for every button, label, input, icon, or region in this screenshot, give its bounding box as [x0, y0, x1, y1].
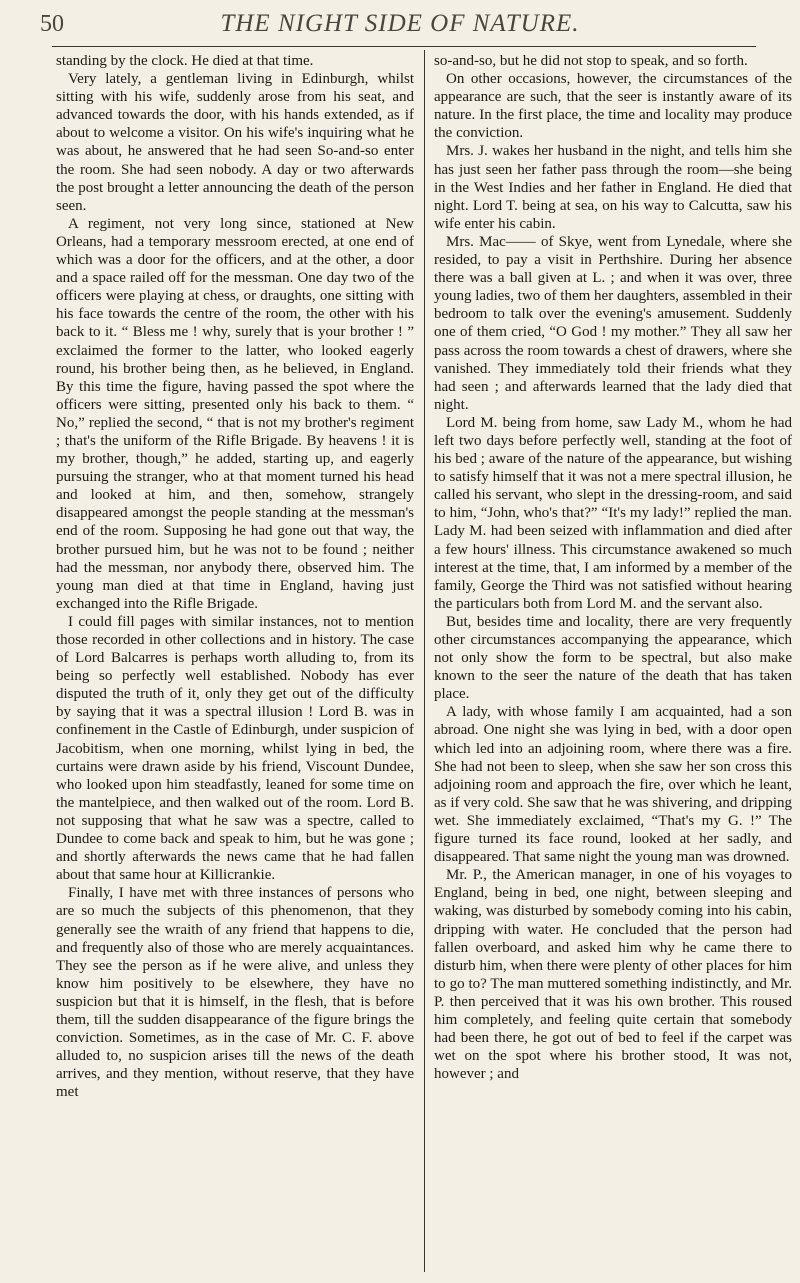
paragraph: On other occasions, however, the circumstances of the appearance are such, that the seer is instantly aware of its nature. In the first place, the time and locality may produce the conviction. [434, 71, 792, 142]
paragraph: Mrs. J. wakes her husband in the night, and tells him she has just seen her father pass through the room—she being in the West Indies and her father in England. He died that night. Lord T. being at sea, on his way to Calcutta, saw his wife enter his cabin. [434, 143, 792, 232]
paragraph: Mrs. Mac—— of Skye, went from Lynedale, where she resided, to pay a visit in Perthshire. During her absence there was a ball given at L. ; and when it was over, three young ladies, two of them her daughters, assembled in their bedroom to talk over the evening's amusement. Suddenly one of them cried, “O God ! my mother.” They all saw her pass across the room towards a chest of drawers, where she vanished. They immediately told their friends what they had seen ; and afterwards learned that the lady died that night. [434, 233, 792, 413]
paragraph: so-and-so, but he did not stop to speak, and so forth. [434, 53, 748, 69]
right-column [434, 52, 792, 1277]
paragraph: Very lately, a gentleman living in Edinburgh, whilst sitting with his wife, suddenly arose from his seat, and advanced towards the door, with his hands extended, as if about to welcome a visitor. On his wife's inquiring what he was about, he answered that he had seen So-and-so enter the room. She had seen nobody. A day or two afterwards the post brought a letter announcing the death of the person seen. [56, 71, 414, 214]
running-title: THE NIGHT SIDE OF NATURE. [220, 10, 580, 37]
column-divider [424, 50, 425, 1272]
page-header [40, 4, 760, 44]
paragraph: A lady, with whose family I am acquainted, had a son abroad. One night she was lying in bed, with a door open which led into an adjoining room, where there was a fire. She had not been to sleep, when she saw her son cross this adjoining room and approach the fire, over which he leant, as if very cold. She saw that he was shivering, and dripping wet. She immediately exclaimed, “That's my G. !” The figure turned its face round, looked at her sadly, and disappeared. That same night the young man was drowned. [434, 704, 792, 866]
paragraph: Lord M. being from home, saw Lady M., whom he had left two days before perfectly well, standing at the foot of his bed ; aware of the nature of the appearance, but wishing to satisfy himself that it was not a mere spectral illusion, he called his servant, who slept in the dressing-room, and said to him, “John, who's that?” “It's my lady!” replied the man. Lady M. had been seized with inflammation and died after a few hours' illness. This circumstance awakened so much interest at the time, that, I am informed by a member of the family, George the Third was not satisfied without hearing the particulars both from Lord M. and the servant also. [434, 414, 792, 612]
header-rule [52, 46, 756, 47]
paragraph: standing by the clock. He died at that time. [56, 53, 314, 69]
paragraph: But, besides time and locality, there are very frequently other circumstances accompanying the appearance, which not only show the form to be spectral, but also make known to the seer the nature of the death that has taken place. [434, 613, 792, 703]
paragraph: Mr. P., the American manager, in one of his voyages to England, being in bed, one night, between sleeping and waking, was disturbed by somebody coming into his cabin, dripping with water. He concluded that the person had fallen overboard, and asked him why he came there to disturb him, when there were plenty of other places for him to go to? The man muttered something indistinctly, and Mr. P. then perceived that it was his own brother. This roused him completely, and feeling quite certain that somebody had been there, he got out of bed to feel if the carpet was wet on the spot where his brother stood, It was not, however ; and [434, 867, 792, 1083]
paragraph: A regiment, not very long since, stationed at New Orleans, had a temporary messroom erected, at one end of which was a door for the officers, and at the other, a door and a space railed off for the messman. One day two of the officers were playing at chess, or draughts, one sitting with his face towards the centre of the room, the other with his back to it. “ Bless me ! why, surely that is your brother ! ” exclaimed the former to the latter, who looked eagerly round, his brother being then, as he believed, in England. By this time the figure, having passed the spot where the officers were sitting, presented only his back to them. “ No,” replied the second, “ that is not my brother's regiment ; that's the uniform of the Rifle Brigade. By heavens ! it is my brother, though,” he added, starting up, and eagerly pursuing the stranger, who at that moment turned his head and looked at him, and then, somehow, strangely disappeared amongst the people standing at the messman's end of the room. Supposing he had gone out that way, the brother pursued him, but he was not to be found ; neither had the messman, nor anybody there, observed him. The young man died at that time in England, having just exchanged into the Rifle Brigade. [56, 215, 414, 612]
page-number: 50 [40, 11, 64, 37]
paragraph: I could fill pages with similar instances, not to mention those recorded in other collections and in history. The case of Lord Balcarres is perhaps worth alluding to, from its being so perfectly well established. Nobody has ever disputed the truth of it, only they get out of the difficulty by saying that it was a spectral illusion ! Lord B. was in confinement in the Castle of Edinburgh, under suspicion of Jacobitism, when one morning, whilst lying in bed, the curtains were drawn aside by his friend, Viscount Dundee, who looked upon him steadfastly, leaned for some time on the mantelpiece, and then walked out of the room. Lord B. not supposing that what he saw was a spectre, called to Dundee to come back and speak to him, but he was gone ; and shortly afterwards the news came that he had fallen about that same hour at Killicrankie. [56, 613, 414, 884]
paragraph: Finally, I have met with three instances of persons who are so much the subjects of this phenomenon, that they generally see the wraith of any friend that happens to die, and frequently also of those who are merely acquaintances. They see the person as if he were alive, and unless they know him positively to be elsewhere, they have no suspicion but that it is himself, in the flesh, that is before them, till the sudden disappearance of the figure brings the conviction. Sometimes, as in the case of Mr. C. F. above alluded to, no suspicion arises till the news of the death arrives, and they mention, without reserve, that they have met [56, 885, 414, 1101]
left-column [56, 52, 414, 1277]
